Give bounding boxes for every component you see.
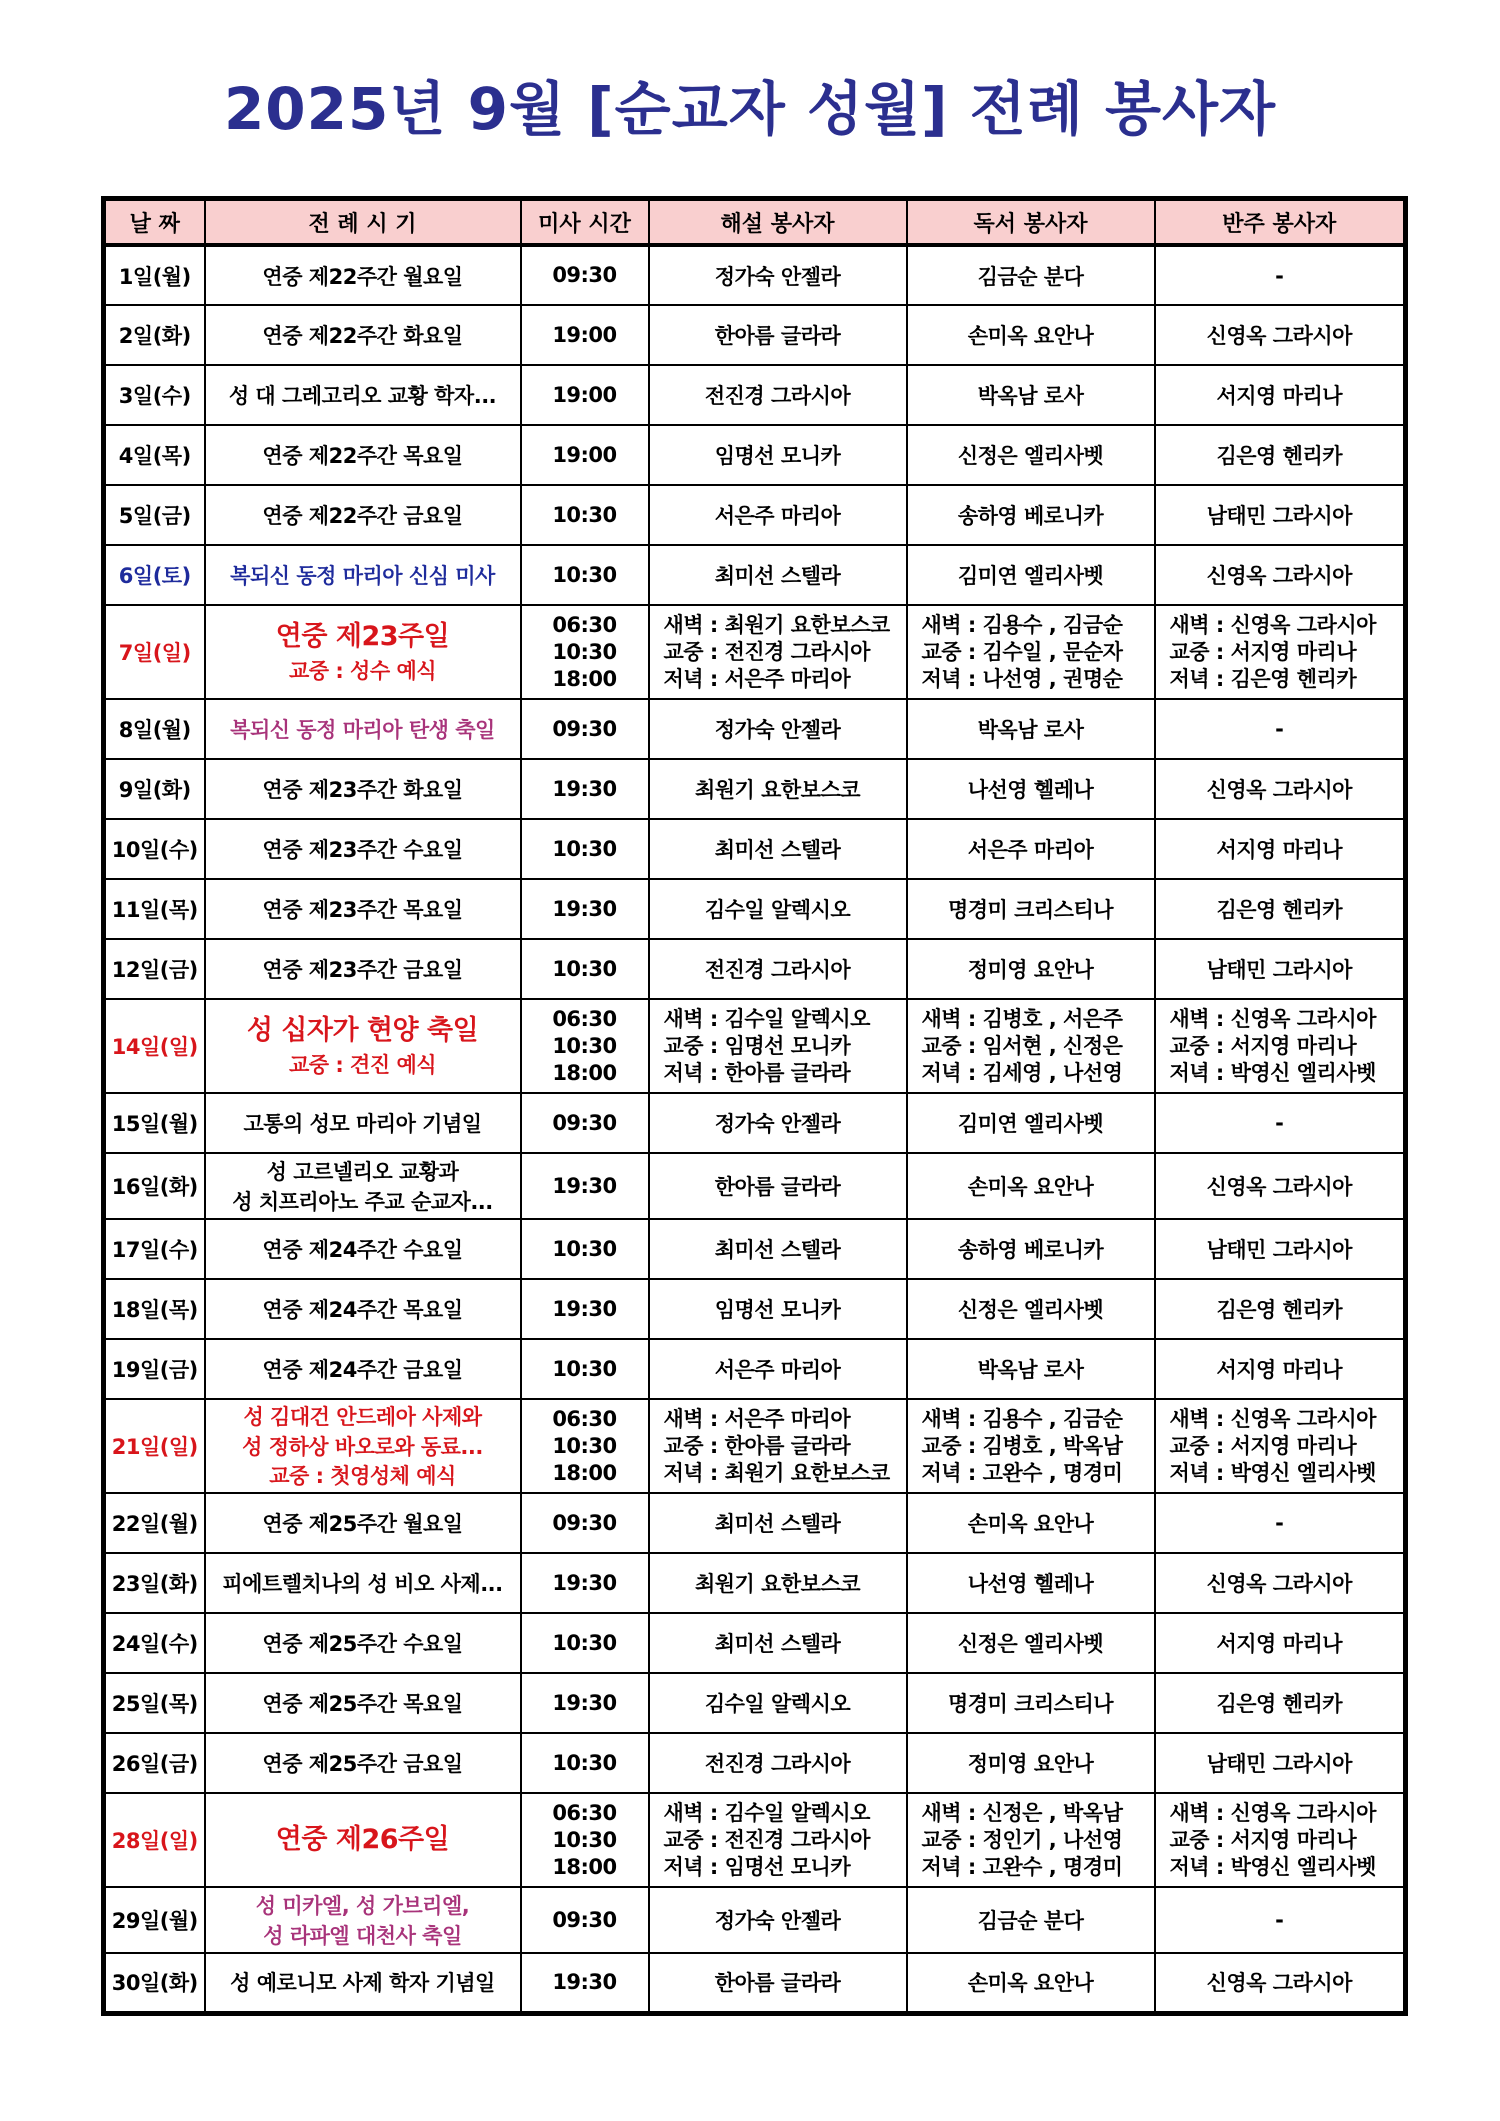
organist-cell-line: 새벽 : 신영옥 그라시아 xyxy=(1169,1800,1376,1825)
page-title: 2025년 9월 [순교자 성월] 전례 봉사자 xyxy=(223,75,1277,143)
mass-time-cell xyxy=(521,1793,649,1887)
commentator-cell: 김수일 알렉시오 xyxy=(649,879,907,939)
organist-cell: 신영옥 그라시아 xyxy=(1155,1953,1406,2013)
reader-cell: 김미연 엘리사벳 xyxy=(907,545,1155,605)
date-cell: 10일(수) xyxy=(104,819,205,879)
date-cell: 17일(수) xyxy=(104,1219,205,1279)
date-cell: 29일(월) xyxy=(104,1887,205,1953)
liturgy-title: 성 라파엘 대천사 축일 xyxy=(263,1924,462,1948)
liturgy-title: 연중 제22주간 목요일 xyxy=(262,444,463,468)
table-row xyxy=(104,425,1406,485)
table-row xyxy=(104,819,1406,879)
mass-time-cell: 09:30 xyxy=(521,1093,649,1153)
reader-cell-line: 저녁 : 김세영 , 나선영 xyxy=(921,1060,1123,1085)
schedule-body xyxy=(104,245,1406,2013)
date-cell: 16일(화) xyxy=(104,1153,205,1219)
date-cell: 15일(월) xyxy=(104,1093,205,1153)
mass-time-cell: 10:30 xyxy=(521,1339,649,1399)
commentator-cell-line: 새벽 : 최원기 요한보스코 xyxy=(663,612,890,637)
mass-time-cell-line: 18:00 xyxy=(552,666,617,691)
liturgy-cell xyxy=(205,245,521,305)
date-cell: 7일(일) xyxy=(104,605,205,699)
liturgy-cell xyxy=(205,1673,521,1733)
reader-cell: 정미영 요안나 xyxy=(907,939,1155,999)
reader-cell-line: 저녁 : 고완수 , 명경미 xyxy=(921,1854,1123,1879)
organist-cell-line: 새벽 : 신영옥 그라시아 xyxy=(1169,612,1376,637)
liturgy-cell xyxy=(205,1153,521,1219)
liturgy-title: 연중 제22주간 월요일 xyxy=(262,264,463,289)
date-cell: 4일(목) xyxy=(104,425,205,485)
commentator-cell: 최미선 스텔라 xyxy=(649,1613,907,1673)
liturgy-title: 복되신 동정 마리아 신심 미사 xyxy=(230,564,495,588)
date-cell: 6일(토) xyxy=(104,545,205,605)
mass-time-cell: 19:30 xyxy=(521,759,649,819)
liturgy-title: 고통의 성모 마리아 기념일 xyxy=(243,1112,482,1136)
liturgy-cell xyxy=(205,1493,521,1553)
organist-cell-line: 새벽 : 신영옥 그라시아 xyxy=(1169,1006,1376,1031)
date-cell: 26일(금) xyxy=(104,1733,205,1793)
reader-cell-line: 저녁 : 고완수 , 명경미 xyxy=(921,1460,1123,1485)
organist-cell-line: 저녁 : 김은영 헨리카 xyxy=(1169,666,1357,691)
table-row xyxy=(104,605,1406,699)
date-cell: 24일(수) xyxy=(104,1613,205,1673)
commentator-cell xyxy=(649,1793,907,1887)
commentator-cell-line: 저녁 : 최원기 요한보스코 xyxy=(663,1460,890,1485)
liturgy-title: 연중 제25주간 수요일 xyxy=(262,1632,463,1656)
reader-cell-line: 새벽 : 김병호 , 서은주 xyxy=(921,1006,1123,1031)
reader-cell-line: 교중 : 정인기 , 나선영 xyxy=(921,1827,1123,1852)
mass-time-cell: 09:30 xyxy=(521,1493,649,1553)
organist-cell: 남태민 그라시아 xyxy=(1155,1219,1406,1279)
table-row xyxy=(104,1793,1406,1887)
organist-cell-line: 새벽 : 신영옥 그라시아 xyxy=(1169,1406,1376,1431)
reader-cell-line: 교중 : 김수일 , 문순자 xyxy=(921,639,1123,664)
liturgy-title: 성 대 그레고리오 교황 학자... xyxy=(228,384,497,408)
header-reader: 독서 봉사자 xyxy=(907,199,1155,246)
mass-time-cell xyxy=(521,999,649,1093)
mass-time-cell-line: 06:30 xyxy=(552,1006,617,1031)
liturgy-title: 연중 제25주간 월요일 xyxy=(262,1512,463,1536)
organist-cell: 김은영 헨리카 xyxy=(1155,1673,1406,1733)
reader-cell xyxy=(907,999,1155,1093)
organist-cell: 남태민 그라시아 xyxy=(1155,939,1406,999)
reader-cell xyxy=(907,1399,1155,1493)
organist-cell: 김은영 헨리카 xyxy=(1155,425,1406,485)
organist-cell: 신영옥 그라시아 xyxy=(1155,759,1406,819)
mass-time-cell-line: 18:00 xyxy=(552,1460,617,1485)
liturgy-cell xyxy=(205,1733,521,1793)
liturgy-cell xyxy=(205,759,521,819)
liturgy-title: 복되신 동정 마리아 탄생 축일 xyxy=(230,718,495,742)
organist-cell-line: 저녁 : 박영신 엘리사벳 xyxy=(1169,1854,1376,1879)
date-cell: 11일(목) xyxy=(104,879,205,939)
header-row xyxy=(104,199,1406,246)
header-liturgy: 전 례 시 기 xyxy=(205,199,521,246)
reader-cell xyxy=(907,1793,1155,1887)
liturgy-title: 성 십자가 현양 축일 xyxy=(246,1015,479,1046)
liturgy-title: 연중 제25주간 금요일 xyxy=(262,1752,463,1776)
mass-time-cell: 19:00 xyxy=(521,365,649,425)
commentator-cell-line: 저녁 : 한아름 글라라 xyxy=(663,1060,851,1085)
commentator-cell-line: 교중 : 임명선 모니카 xyxy=(663,1033,851,1058)
commentator-cell-line: 새벽 : 서은주 마리아 xyxy=(663,1406,851,1431)
organist-cell: - xyxy=(1155,1493,1406,1553)
date-cell: 30일(화) xyxy=(104,1953,205,2013)
header-date: 날 짜 xyxy=(104,199,205,246)
liturgy-title: 연중 제23주간 화요일 xyxy=(262,778,463,802)
mass-time-cell-line: 10:30 xyxy=(552,1433,617,1458)
mass-time-cell: 10:30 xyxy=(521,939,649,999)
date-cell: 12일(금) xyxy=(104,939,205,999)
commentator-cell: 서은주 마리아 xyxy=(649,485,907,545)
liturgy-title: 연중 제22주간 금요일 xyxy=(262,504,463,528)
commentator-cell: 최미선 스텔라 xyxy=(649,1493,907,1553)
liturgy-cell xyxy=(205,1399,521,1493)
liturgy-title: 성 예로니모 사제 학자 기념일 xyxy=(230,1971,495,1996)
liturgy-cell xyxy=(205,1553,521,1613)
organist-cell: 서지영 마리나 xyxy=(1155,819,1406,879)
reader-cell: 송하영 베로니카 xyxy=(907,1219,1155,1279)
liturgy-cell xyxy=(205,699,521,759)
commentator-cell: 최미선 스텔라 xyxy=(649,545,907,605)
table-row xyxy=(104,1953,1406,2013)
reader-cell: 서은주 마리아 xyxy=(907,819,1155,879)
mass-time-cell: 10:30 xyxy=(521,1613,649,1673)
table-row xyxy=(104,1339,1406,1399)
mass-time-cell-line: 10:30 xyxy=(552,1827,617,1852)
reader-cell: 송하영 베로니카 xyxy=(907,485,1155,545)
organist-cell xyxy=(1155,999,1406,1093)
reader-cell: 손미옥 요안나 xyxy=(907,305,1155,365)
reader-cell-line: 새벽 : 신정은 , 박옥남 xyxy=(921,1800,1123,1825)
organist-cell-line: 교중 : 서지영 마리나 xyxy=(1169,1827,1357,1852)
mass-time-cell: 19:00 xyxy=(521,305,649,365)
mass-time-cell: 09:30 xyxy=(521,1887,649,1953)
liturgy-title: 성 정하상 바오로와 동료... xyxy=(242,1435,483,1459)
table-row xyxy=(104,1673,1406,1733)
liturgy-cell xyxy=(205,1793,521,1887)
organist-cell: - xyxy=(1155,699,1406,759)
mass-time-cell-line: 10:30 xyxy=(552,1033,617,1058)
table-row xyxy=(104,1399,1406,1493)
reader-cell: 정미영 요안나 xyxy=(907,1733,1155,1793)
commentator-cell: 전진경 그라시아 xyxy=(649,1733,907,1793)
date-cell: 28일(일) xyxy=(104,1793,205,1887)
liturgy-cell xyxy=(205,1339,521,1399)
mass-time-cell: 10:30 xyxy=(521,819,649,879)
header-commentator: 해설 봉사자 xyxy=(649,199,907,246)
liturgy-cell xyxy=(205,545,521,605)
liturgy-title: 피에트렐치나의 성 비오 사제... xyxy=(222,1572,503,1596)
reader-cell: 신정은 엘리사벳 xyxy=(907,1279,1155,1339)
date-cell: 14일(일) xyxy=(104,999,205,1093)
liturgy-subtitle: 교중 : 첫영성체 예식 xyxy=(269,1464,456,1488)
liturgy-title: 성 미카엘, 성 가브리엘, xyxy=(255,1894,470,1918)
liturgy-title: 연중 제24주간 목요일 xyxy=(262,1298,463,1322)
reader-cell: 손미옥 요안나 xyxy=(907,1153,1155,1219)
reader-cell: 나선영 헬레나 xyxy=(907,759,1155,819)
liturgy-cell xyxy=(205,425,521,485)
liturgy-title: 연중 제25주간 목요일 xyxy=(262,1692,463,1716)
table-row xyxy=(104,1279,1406,1339)
mass-time-cell: 19:30 xyxy=(521,1673,649,1733)
date-cell: 9일(화) xyxy=(104,759,205,819)
reader-cell: 손미옥 요안나 xyxy=(907,1493,1155,1553)
liturgy-cell xyxy=(205,605,521,699)
table-row xyxy=(104,1219,1406,1279)
mass-time-cell-line: 06:30 xyxy=(552,1800,617,1825)
table-row xyxy=(104,545,1406,605)
reader-cell: 박옥남 로사 xyxy=(907,365,1155,425)
commentator-cell: 한아름 글라라 xyxy=(649,1953,907,2013)
date-cell: 2일(화) xyxy=(104,305,205,365)
commentator-cell: 전진경 그라시아 xyxy=(649,939,907,999)
date-cell: 8일(월) xyxy=(104,699,205,759)
table-row xyxy=(104,1887,1406,1953)
table-row xyxy=(104,999,1406,1093)
table-row xyxy=(104,485,1406,545)
reader-cell: 신정은 엘리사벳 xyxy=(907,425,1155,485)
liturgy-cell xyxy=(205,365,521,425)
table-row xyxy=(104,1613,1406,1673)
organist-cell: 김은영 헨리카 xyxy=(1155,1279,1406,1339)
mass-time-cell: 10:30 xyxy=(521,1219,649,1279)
table-row xyxy=(104,365,1406,425)
table-row xyxy=(104,879,1406,939)
date-cell: 19일(금) xyxy=(104,1339,205,1399)
date-cell: 3일(수) xyxy=(104,365,205,425)
commentator-cell xyxy=(649,1399,907,1493)
organist-cell: 남태민 그라시아 xyxy=(1155,485,1406,545)
reader-cell: 박옥남 로사 xyxy=(907,699,1155,759)
reader-cell: 명경미 크리스티나 xyxy=(907,1673,1155,1733)
commentator-cell-line: 저녁 : 서은주 마리아 xyxy=(663,666,851,691)
organist-cell xyxy=(1155,1793,1406,1887)
commentator-cell: 정가숙 안젤라 xyxy=(649,1887,907,1953)
mass-time-cell: 19:30 xyxy=(521,1953,649,2013)
date-cell: 25일(목) xyxy=(104,1673,205,1733)
mass-time-cell: 10:30 xyxy=(521,1733,649,1793)
organist-cell: - xyxy=(1155,1093,1406,1153)
date-cell: 23일(화) xyxy=(104,1553,205,1613)
commentator-cell: 한아름 글라라 xyxy=(649,305,907,365)
mass-time-cell: 19:30 xyxy=(521,879,649,939)
commentator-cell: 최원기 요한보스코 xyxy=(649,759,907,819)
commentator-cell: 임명선 모니카 xyxy=(649,1279,907,1339)
table-row xyxy=(104,305,1406,365)
date-cell: 22일(월) xyxy=(104,1493,205,1553)
commentator-cell: 김수일 알렉시오 xyxy=(649,1673,907,1733)
organist-cell-line: 교중 : 서지영 마리나 xyxy=(1169,639,1357,664)
mass-time-cell: 10:30 xyxy=(521,545,649,605)
commentator-cell xyxy=(649,999,907,1093)
mass-time-cell: 09:30 xyxy=(521,245,649,305)
mass-time-cell-line: 06:30 xyxy=(552,612,617,637)
organist-cell: 서지영 마리나 xyxy=(1155,1613,1406,1673)
commentator-cell-line: 교중 : 전진경 그라시아 xyxy=(663,639,870,664)
commentator-cell: 최원기 요한보스코 xyxy=(649,1553,907,1613)
schedule-table xyxy=(101,196,1408,2016)
liturgy-title: 연중 제23주일 xyxy=(275,621,450,652)
organist-cell: 신영옥 그라시아 xyxy=(1155,545,1406,605)
liturgy-title: 연중 제23주간 금요일 xyxy=(262,958,463,982)
mass-time-cell xyxy=(521,605,649,699)
organist-cell: 신영옥 그라시아 xyxy=(1155,305,1406,365)
date-cell: 5일(금) xyxy=(104,485,205,545)
liturgy-title: 연중 제24주간 수요일 xyxy=(262,1238,463,1262)
liturgy-title: 성 김대건 안드레아 사제와 xyxy=(243,1405,482,1429)
liturgy-cell xyxy=(205,305,521,365)
organist-cell xyxy=(1155,1399,1406,1493)
mass-time-cell: 19:30 xyxy=(521,1279,649,1339)
commentator-cell: 서은주 마리아 xyxy=(649,1339,907,1399)
organist-cell: 신영옥 그라시아 xyxy=(1155,1153,1406,1219)
liturgy-cell xyxy=(205,1887,521,1953)
reader-cell: 손미옥 요안나 xyxy=(907,1953,1155,2013)
liturgy-title: 성 치프리아노 주교 순교자... xyxy=(232,1190,493,1214)
organist-cell-line: 교중 : 서지영 마리나 xyxy=(1169,1433,1357,1458)
commentator-cell: 한아름 글라라 xyxy=(649,1153,907,1219)
organist-cell-line: 저녁 : 박영신 엘리사벳 xyxy=(1169,1460,1376,1485)
organist-cell: 신영옥 그라시아 xyxy=(1155,1553,1406,1613)
commentator-cell: 최미선 스텔라 xyxy=(649,819,907,879)
commentator-cell xyxy=(649,605,907,699)
mass-time-cell: 10:30 xyxy=(521,485,649,545)
liturgy-title: 성 고르넬리오 교황과 xyxy=(266,1160,459,1184)
liturgy-title: 연중 제23주간 목요일 xyxy=(262,898,463,922)
commentator-cell-line: 새벽 : 김수일 알렉시오 xyxy=(663,1006,870,1031)
table-row xyxy=(104,245,1406,305)
organist-cell: - xyxy=(1155,1887,1406,1953)
liturgy-cell xyxy=(205,879,521,939)
mass-time-cell: 09:30 xyxy=(521,699,649,759)
reader-cell xyxy=(907,605,1155,699)
organist-cell: 남태민 그라시아 xyxy=(1155,1733,1406,1793)
date-cell: 18일(목) xyxy=(104,1279,205,1339)
liturgy-cell xyxy=(205,1953,521,2013)
organist-cell: - xyxy=(1155,245,1406,305)
date-cell: 21일(일) xyxy=(104,1399,205,1493)
table-row xyxy=(104,759,1406,819)
mass-time-cell: 19:00 xyxy=(521,425,649,485)
organist-cell: 김은영 헨리카 xyxy=(1155,879,1406,939)
commentator-cell: 정가숙 안젤라 xyxy=(649,245,907,305)
mass-time-cell-line: 06:30 xyxy=(552,1406,617,1431)
table-row xyxy=(104,939,1406,999)
mass-time-cell: 19:30 xyxy=(521,1553,649,1613)
commentator-cell: 전진경 그라시아 xyxy=(649,365,907,425)
reader-cell: 김금순 분다 xyxy=(907,1887,1155,1953)
liturgy-cell xyxy=(205,999,521,1093)
reader-cell-line: 새벽 : 김용수 , 김금순 xyxy=(921,1406,1123,1431)
mass-time-cell xyxy=(521,1399,649,1493)
organist-cell: 서지영 마리나 xyxy=(1155,365,1406,425)
table-row xyxy=(104,1153,1406,1219)
reader-cell-line: 새벽 : 김용수 , 김금순 xyxy=(921,612,1123,637)
table-row xyxy=(104,1093,1406,1153)
reader-cell: 김금순 분다 xyxy=(907,245,1155,305)
reader-cell: 나선영 헬레나 xyxy=(907,1553,1155,1613)
liturgy-title: 연중 제26주일 xyxy=(275,1824,450,1855)
commentator-cell: 최미선 스텔라 xyxy=(649,1219,907,1279)
reader-cell: 김미연 엘리사벳 xyxy=(907,1093,1155,1153)
commentator-cell: 임명선 모니카 xyxy=(649,425,907,485)
liturgy-cell xyxy=(205,1279,521,1339)
commentator-cell-line: 저녁 : 임명선 모니카 xyxy=(663,1854,851,1879)
reader-cell: 신정은 엘리사벳 xyxy=(907,1613,1155,1673)
commentator-cell: 정가숙 안젤라 xyxy=(649,699,907,759)
liturgy-title: 연중 제22주간 화요일 xyxy=(262,324,463,348)
mass-time-cell-line: 18:00 xyxy=(552,1060,617,1085)
liturgy-title: 연중 제24주간 금요일 xyxy=(262,1358,463,1382)
organist-cell-line: 교중 : 서지영 마리나 xyxy=(1169,1033,1357,1058)
header-organist: 반주 봉사자 xyxy=(1155,199,1406,246)
mass-time-cell: 19:30 xyxy=(521,1153,649,1219)
organist-cell-line: 저녁 : 박영신 엘리사벳 xyxy=(1169,1060,1376,1085)
commentator-cell: 정가숙 안젤라 xyxy=(649,1093,907,1153)
liturgy-cell xyxy=(205,819,521,879)
organist-cell xyxy=(1155,605,1406,699)
liturgy-cell xyxy=(205,485,521,545)
liturgy-cell xyxy=(205,939,521,999)
table-row xyxy=(104,1553,1406,1613)
commentator-cell-line: 교중 : 한아름 글라라 xyxy=(663,1433,851,1458)
reader-cell-line: 교중 : 임서현 , 신정은 xyxy=(921,1033,1123,1058)
table-row xyxy=(104,699,1406,759)
liturgy-cell xyxy=(205,1093,521,1153)
mass-time-cell-line: 18:00 xyxy=(552,1854,617,1879)
table-row xyxy=(104,1733,1406,1793)
table-row xyxy=(104,1493,1406,1553)
commentator-cell-line: 새벽 : 김수일 알렉시오 xyxy=(663,1800,870,1825)
liturgy-cell xyxy=(205,1613,521,1673)
reader-cell-line: 저녁 : 나선영 , 권명순 xyxy=(921,666,1123,691)
liturgy-subtitle: 교중 : 견진 예식 xyxy=(288,1053,437,1077)
header-mass-time: 미사 시간 xyxy=(521,199,649,246)
organist-cell: 서지영 마리나 xyxy=(1155,1339,1406,1399)
reader-cell: 명경미 크리스티나 xyxy=(907,879,1155,939)
reader-cell: 박옥남 로사 xyxy=(907,1339,1155,1399)
reader-cell-line: 교중 : 김병호 , 박옥남 xyxy=(921,1433,1123,1458)
mass-time-cell-line: 10:30 xyxy=(552,639,617,664)
commentator-cell-line: 교중 : 전진경 그라시아 xyxy=(663,1827,870,1852)
liturgy-subtitle: 교중 : 성수 예식 xyxy=(288,659,437,683)
liturgy-cell xyxy=(205,1219,521,1279)
date-cell: 1일(월) xyxy=(104,245,205,305)
liturgy-title: 연중 제23주간 수요일 xyxy=(262,838,463,862)
